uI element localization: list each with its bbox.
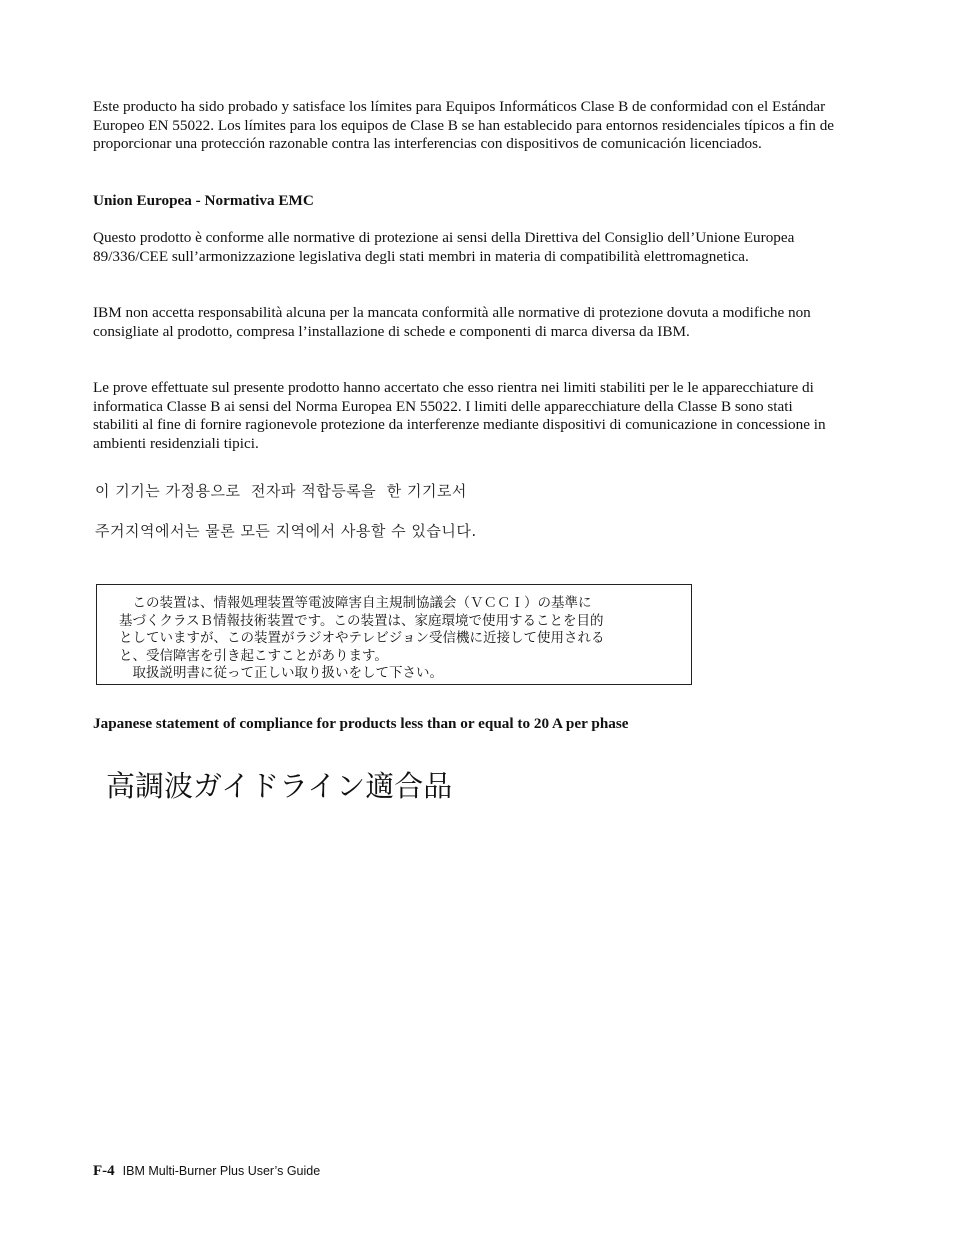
book-title: IBM Multi-Burner Plus User’s Guide (122, 1164, 321, 1178)
emc-section-heading: Union Europea - Normativa EMC (93, 192, 314, 209)
vcci-notice-box (96, 584, 692, 685)
italian-directive-paragraph: Questo prodotto è conforme alle normative di protezione ai sensi della Direttiva del Consiglio dell’Unione Europea 89/336/CEE sull’armonizzazione legislativa degli stati membri in materia di compatibilità elettromagnetica. (93, 229, 795, 265)
harmonic-guideline-mark: 高調波ガイドライン適合品 (106, 769, 453, 803)
italian-responsibility-paragraph: IBM non accetta responsabilità alcuna per la mancata conformità alle normative di protezione dovuta a modifiche non consigliate al prodotto, compresa l’installazione di schede e componenti di marca diversa da IBM. (93, 304, 811, 340)
italian-testing-paragraph: Le prove effettuate sul presente prodotto hanno accertato che esso rientra nei limiti stabiliti per le le apparecchiature di informatica Classe B ai sensi del Norma Europea EN 55022. I limiti delle apparecchiature della Classe B sono stati stabiliti al fine di fornire ragionevole protezione da interferenze mediante dispositivi di comunicazione in concessione in ambienti residenziali tipici. (93, 379, 826, 452)
page-number: F-4 (93, 1163, 115, 1179)
page-footer (93, 1162, 320, 1180)
korean-statement-line-1: 이 기기는 가정용으로 전자파 적합등록을 한 기기로서 (95, 482, 467, 500)
spanish-compliance-paragraph: Este producto ha sido probado y satisface los límites para Equipos Informáticos Clase B de conformidad con el Estándar Europeo EN 55022. Los límites para los equipos de Clase B se han establecido para entornos residenciales típicos a fin de proporcionar una protección razonable contra las interferencias con dispositivos de comunicación licenciados. (93, 98, 835, 153)
korean-statement-line-2: 주거지역에서는 물론 모든 지역에서 사용할 수 있습니다. (95, 522, 477, 540)
japanese-compliance-heading: Japanese statement of compliance for products less than or equal to 20 A per phase (93, 715, 629, 732)
vcci-notice-text: この装置は、情報処理装置等電波障害自主規制協議会（ＶＣＣＩ）の基準に 基づくクラスＢ情報技術装置です。この装置は、家庭環境で使用することを目的 としていますが、この装置がラジオやテレビジョン受信機に近接して使用される と、受信障害を引き起こすことがあります。 取扱説明書に従って正しい取り扱いをして下さい。 (119, 595, 605, 681)
